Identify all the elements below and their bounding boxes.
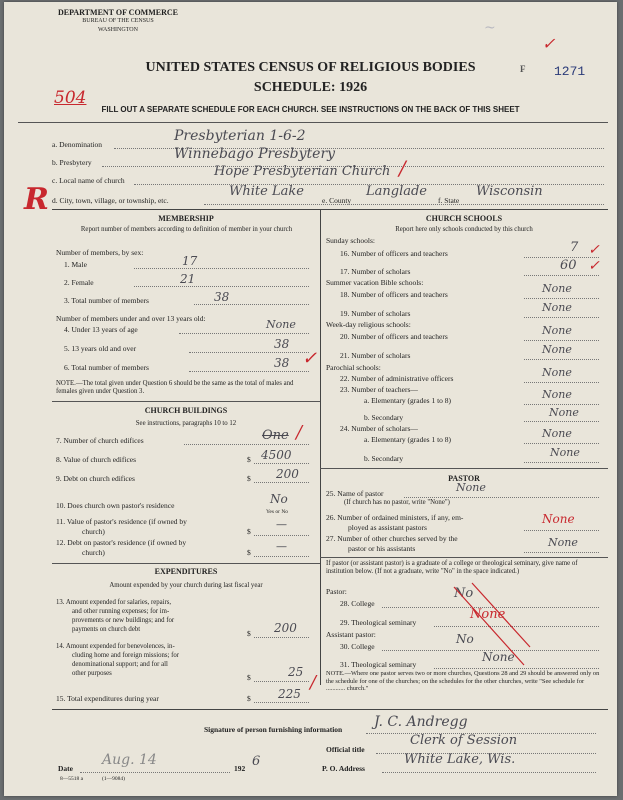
buildings-intro: See instructions, paragraphs 10 to 12 — [135, 420, 237, 427]
q26-value: None — [542, 512, 575, 526]
denomination-label: a. Denomination — [52, 140, 102, 149]
yes-no-hint: Yes or No — [266, 509, 289, 515]
q22-value: None — [542, 366, 572, 379]
po-address-value: White Lake, Wis. — [404, 752, 516, 767]
q4-label: 4. Under 13 years of age — [64, 325, 138, 334]
red-check-mark: / — [296, 422, 303, 443]
membership-heading: MEMBERSHIP — [158, 214, 214, 223]
q27-label: 27. Number of other churches served by the — [326, 534, 458, 543]
q12-label-cont: church) — [82, 548, 105, 557]
q23a-label: a. Elementary (grades 1 to 8) — [364, 396, 452, 405]
q13-value: 200 — [274, 621, 297, 635]
q1-label: 1. Male — [64, 260, 87, 269]
faint-handwriting: ~ — [484, 20, 496, 36]
city-value: White Lake — [229, 184, 304, 199]
red-number: 504 — [54, 88, 87, 108]
q5-label: 5. 13 years old and over — [64, 344, 137, 353]
year-value: 6 — [252, 754, 261, 769]
red-check-mark: ✓ — [588, 242, 600, 258]
denomination-value: Presbyterian 1-6-2 — [174, 128, 306, 144]
red-check-mark: / — [399, 156, 406, 180]
q31-label: 31. Theological seminary — [340, 660, 417, 669]
q20-label: 20. Number of officers and teachers — [340, 332, 448, 341]
dollar-sign: $ — [247, 673, 251, 682]
by-sex-label: Number of members, by sex: — [56, 248, 144, 257]
q30-label: 30. College — [340, 642, 375, 651]
q8-label: 8. Value of church edifices — [56, 455, 137, 464]
signature-value: J. C. Andregg — [374, 714, 468, 730]
q21-value: None — [542, 343, 572, 356]
presbytery-value: Winnebago Presbytery — [174, 146, 336, 162]
q28-value: No — [454, 586, 474, 601]
q14-label: 14. Amount expended for benevolences, in- cluding home and foreign missions; for denominational support; and for all other purposes — [56, 643, 180, 677]
red-strike-lines — [444, 577, 534, 672]
q3-value: 38 — [214, 290, 230, 304]
q23b-label: b. Secondary — [364, 413, 404, 422]
red-check-mark: ✓ — [542, 34, 556, 53]
q8-value: 4500 — [261, 448, 292, 462]
date-label: Date — [58, 764, 73, 773]
membership-intro: Report number of members according to definition of member in your church — [80, 226, 293, 233]
f-mark: F — [520, 64, 526, 74]
q7-value: One — [262, 428, 289, 443]
q6-value: 38 — [274, 356, 290, 370]
q23-label: 23. Number of teachers— — [340, 385, 418, 394]
date-value: Aug. 14 — [102, 752, 157, 768]
membership-note: NOTE.—The total given under Question 6 should be the same as the total of males and females given under Question 3. — [56, 380, 294, 395]
q16-value: 7 — [570, 240, 579, 255]
q18-value: None — [542, 282, 572, 295]
schedule-title: SCHEDULE: 1926 — [253, 80, 368, 95]
q5-value: 38 — [274, 337, 290, 351]
dollar-sign: $ — [247, 455, 251, 464]
schools-intro: Report here only schools conducted by this church — [395, 226, 533, 233]
q16-label: 16. Number of officers and teachers — [340, 249, 448, 258]
dollar-sign: $ — [247, 629, 251, 638]
q20-value: None — [542, 324, 572, 337]
dollar-sign: $ — [247, 527, 251, 536]
state-label: f. State — [438, 196, 460, 205]
red-check-mark: ✓ — [588, 258, 600, 274]
q6-label: 6. Total number of members — [64, 363, 149, 372]
red-check-mark: / — [310, 672, 317, 693]
presbytery-label: b. Presbytery — [52, 158, 92, 167]
year-label: 192 — [234, 764, 246, 773]
graduate-note: If pastor (or assistant pastor) is a graduate of a college or theological seminary, give name of institution below. (If not a graduate, write "No" in the space indicated.) — [326, 560, 578, 575]
print-number: (1—9084) — [102, 776, 125, 782]
q2-value: 21 — [180, 272, 196, 286]
q10-label: 10. Does church own pastor's residence — [56, 501, 175, 510]
church-name-label: c. Local name of church — [52, 176, 125, 185]
q4-value: None — [266, 318, 296, 331]
q29-label: 29. Theological seminary — [340, 618, 417, 627]
dept-name: DEPARTMENT OF COMMERCE — [58, 8, 179, 17]
q19-label: 19. Number of scholars — [340, 309, 411, 318]
dollar-sign: $ — [247, 548, 251, 557]
q9-label: 9. Debt on church edifices — [56, 474, 135, 483]
parochial-label: Parochial schools: — [326, 363, 381, 372]
q24b-label: b. Secondary — [364, 454, 404, 463]
q11-label-cont: church) — [82, 527, 105, 536]
form-number: 8—5518 a — [60, 776, 84, 782]
county-value: Langlade — [366, 184, 428, 199]
q25-label: 25. Name of pastor — [326, 489, 384, 498]
q18-label: 18. Number of officers and teachers — [340, 290, 448, 299]
po-address-label: P. O. Address — [322, 764, 365, 773]
dollar-sign: $ — [247, 694, 251, 703]
census-schedule-page — [4, 2, 617, 796]
instruction-line: FILL OUT A SEPARATE SCHEDULE FOR EACH CHURCH. SEE INSTRUCTIONS ON THE BACK OF THIS SHEET — [101, 105, 520, 114]
assistant-pastor-label: Assistant pastor: — [326, 630, 376, 639]
q12-value: — — [276, 540, 287, 553]
red-check-mark: ✓ — [302, 348, 318, 369]
q23b-value: None — [549, 406, 579, 419]
q22-label: 22. Number of administrative officers — [340, 374, 454, 383]
q24a-value: None — [542, 427, 572, 440]
q24a-label: a. Elementary (grades 1 to 8) — [364, 435, 452, 444]
q7-label: 7. Number of church edifices — [56, 436, 144, 445]
stamp-number: 1271 — [554, 64, 586, 79]
city-label: d. City, town, village, or township, etc. — [52, 196, 169, 205]
bureau-name: BUREAU OF THE CENSUS — [82, 18, 154, 24]
q13-label: 13. Amount expended for salaries, repairs, and other running expenses; for im- provements or new buildings; and for payments on church debt — [56, 599, 175, 633]
expenditures-heading: EXPENDITURES — [154, 567, 218, 576]
q10-value: No — [270, 492, 288, 506]
q25-value: None — [456, 481, 486, 494]
q31-value: None — [482, 650, 515, 664]
q11-value: — — [276, 518, 287, 531]
q11-label: 11. Value of pastor's residence (if owned by — [56, 517, 187, 526]
official-title-label: Official title — [326, 745, 365, 754]
q15-value: 225 — [278, 687, 301, 701]
summer-label: Summer vacation Bible schools: — [326, 278, 424, 287]
church-name-value: Hope Presbyterian Church — [214, 164, 391, 179]
buildings-heading: CHURCH BUILDINGS — [144, 406, 228, 415]
schools-heading: CHURCH SCHOOLS — [425, 214, 503, 223]
pastor-heading: PASTOR — [448, 474, 480, 483]
q27-value: None — [548, 536, 578, 549]
county-label: e. County — [322, 196, 352, 205]
q9-value: 200 — [276, 467, 299, 481]
pastor-sub-label: Pastor: — [326, 587, 347, 596]
divider — [18, 122, 608, 123]
q15-label: 15. Total expenditures during year — [56, 694, 159, 703]
q27-label-cont: pastor or his assistants — [348, 544, 416, 553]
q25-note: (If church has no pastor, write "None") — [344, 499, 450, 506]
q17-label: 17. Number of scholars — [340, 267, 411, 276]
pastor-note: NOTE.—Where one pastor serves two or more churches, Questions 28 and 29 should be answered only on the schedule for one of the churches; on the schedules for the other churches, write "See schedule for ............ church." — [326, 670, 600, 692]
form-title: UNITED STATES CENSUS OF RELIGIOUS BODIES — [145, 60, 476, 75]
city-name: WASHINGTON — [98, 27, 138, 33]
weekday-label: Week-day religious schools: — [326, 320, 411, 329]
official-title-value: Clerk of Session — [410, 733, 518, 748]
age-intro: Number of members under and over 13 years old: — [56, 314, 206, 323]
state-value: Wisconsin — [476, 184, 543, 199]
q24b-value: None — [550, 446, 580, 459]
q2-label: 2. Female — [64, 278, 94, 287]
q23a-value: None — [542, 388, 572, 401]
q29-value: None — [470, 607, 506, 622]
q19-value: None — [542, 301, 572, 314]
q30-value: No — [456, 632, 474, 646]
red-r-mark: R — [24, 182, 49, 217]
q14-value: 25 — [288, 665, 304, 679]
expenditures-intro: Amount expended by your church during last fiscal year — [109, 582, 263, 589]
q24-label: 24. Number of scholars— — [340, 424, 418, 433]
dollar-sign: $ — [247, 474, 251, 483]
sunday-label: Sunday schools: — [326, 236, 375, 245]
q26-label: 26. Number of ordained ministers, if any, em- — [326, 513, 464, 522]
q12-label: 12. Debt on pastor's residence (if owned by — [56, 538, 187, 547]
q26-label-cont: ployed as assistant pastors — [348, 523, 427, 532]
q17-value: 60 — [560, 258, 577, 273]
q28-label: 28. College — [340, 599, 375, 608]
q3-label: 3. Total number of members — [64, 296, 149, 305]
signature-label: Signature of person furnishing information — [204, 725, 343, 734]
department-header — [58, 8, 178, 35]
q1-value: 17 — [182, 254, 198, 268]
q21-label: 21. Number of scholars — [340, 351, 411, 360]
